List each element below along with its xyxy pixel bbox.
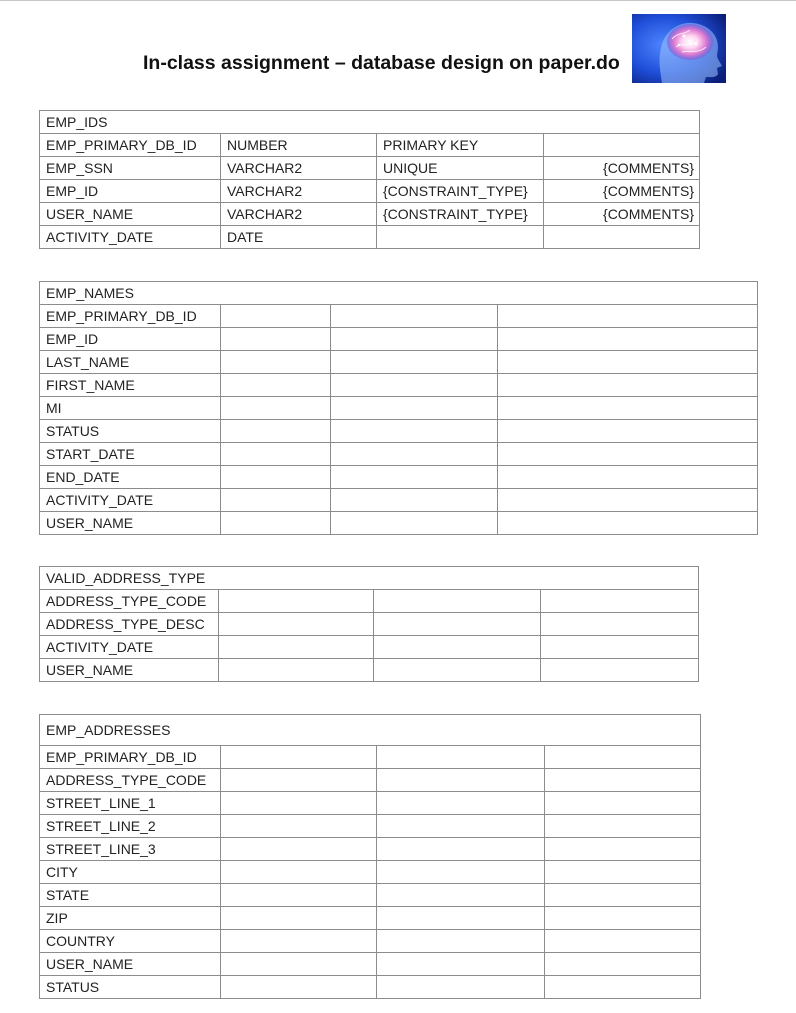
table-row: USER_NAME VARCHAR2 {CONSTRAINT_TYPE} {COMMENTS} xyxy=(40,203,700,226)
table-row: STATUS xyxy=(40,420,758,443)
table-row: STREET_LINE_1 xyxy=(40,792,701,815)
table-row: STREET_LINE_3 xyxy=(40,838,701,861)
table-title: EMP_IDS xyxy=(40,111,700,134)
table-row: EMP_ID xyxy=(40,328,758,351)
table-row: ACTIVITY_DATE xyxy=(40,636,699,659)
table-title: EMP_ADDRESSES xyxy=(40,715,701,746)
table-row: END_DATE xyxy=(40,466,758,489)
brain-image xyxy=(632,14,726,83)
table-row: ZIP xyxy=(40,907,701,930)
table-row: STATUS xyxy=(40,976,701,999)
table-row: CITY xyxy=(40,861,701,884)
table-row: EMP_PRIMARY_DB_ID xyxy=(40,305,758,328)
table-valid-address-type xyxy=(39,566,699,682)
table-row: STATE xyxy=(40,884,701,907)
table-row: ACTIVITY_DATE xyxy=(40,489,758,512)
table-row: MI xyxy=(40,397,758,420)
table-row: ADDRESS_TYPE_CODE xyxy=(40,769,701,792)
table-row: ACTIVITY_DATE DATE xyxy=(40,226,700,249)
table-row: EMP_SSN VARCHAR2 UNIQUE {COMMENTS} xyxy=(40,157,700,180)
table-title: EMP_NAMES xyxy=(40,282,758,305)
table-emp-ids xyxy=(39,110,700,249)
table-row: FIRST_NAME xyxy=(40,374,758,397)
table-title: VALID_ADDRESS_TYPE xyxy=(40,567,699,590)
document-title: In-class assignment – database design on paper.do xyxy=(143,52,620,74)
table-row: STREET_LINE_2 xyxy=(40,815,701,838)
table-row: ADDRESS_TYPE_CODE xyxy=(40,590,699,613)
table-row: LAST_NAME xyxy=(40,351,758,374)
table-row: USER_NAME xyxy=(40,659,699,682)
table-emp-addresses xyxy=(39,714,701,999)
table-row: EMP_ID VARCHAR2 {CONSTRAINT_TYPE} {COMMENTS} xyxy=(40,180,700,203)
table-row: EMP_PRIMARY_DB_ID xyxy=(40,746,701,769)
page-top-border xyxy=(0,0,796,1)
table-row: START_DATE xyxy=(40,443,758,466)
table-row: ADDRESS_TYPE_DESC xyxy=(40,613,699,636)
table-row: USER_NAME xyxy=(40,512,758,535)
table-row: COUNTRY xyxy=(40,930,701,953)
table-emp-names xyxy=(39,281,758,535)
table-row: USER_NAME xyxy=(40,953,701,976)
table-row: EMP_PRIMARY_DB_ID NUMBER PRIMARY KEY xyxy=(40,134,700,157)
